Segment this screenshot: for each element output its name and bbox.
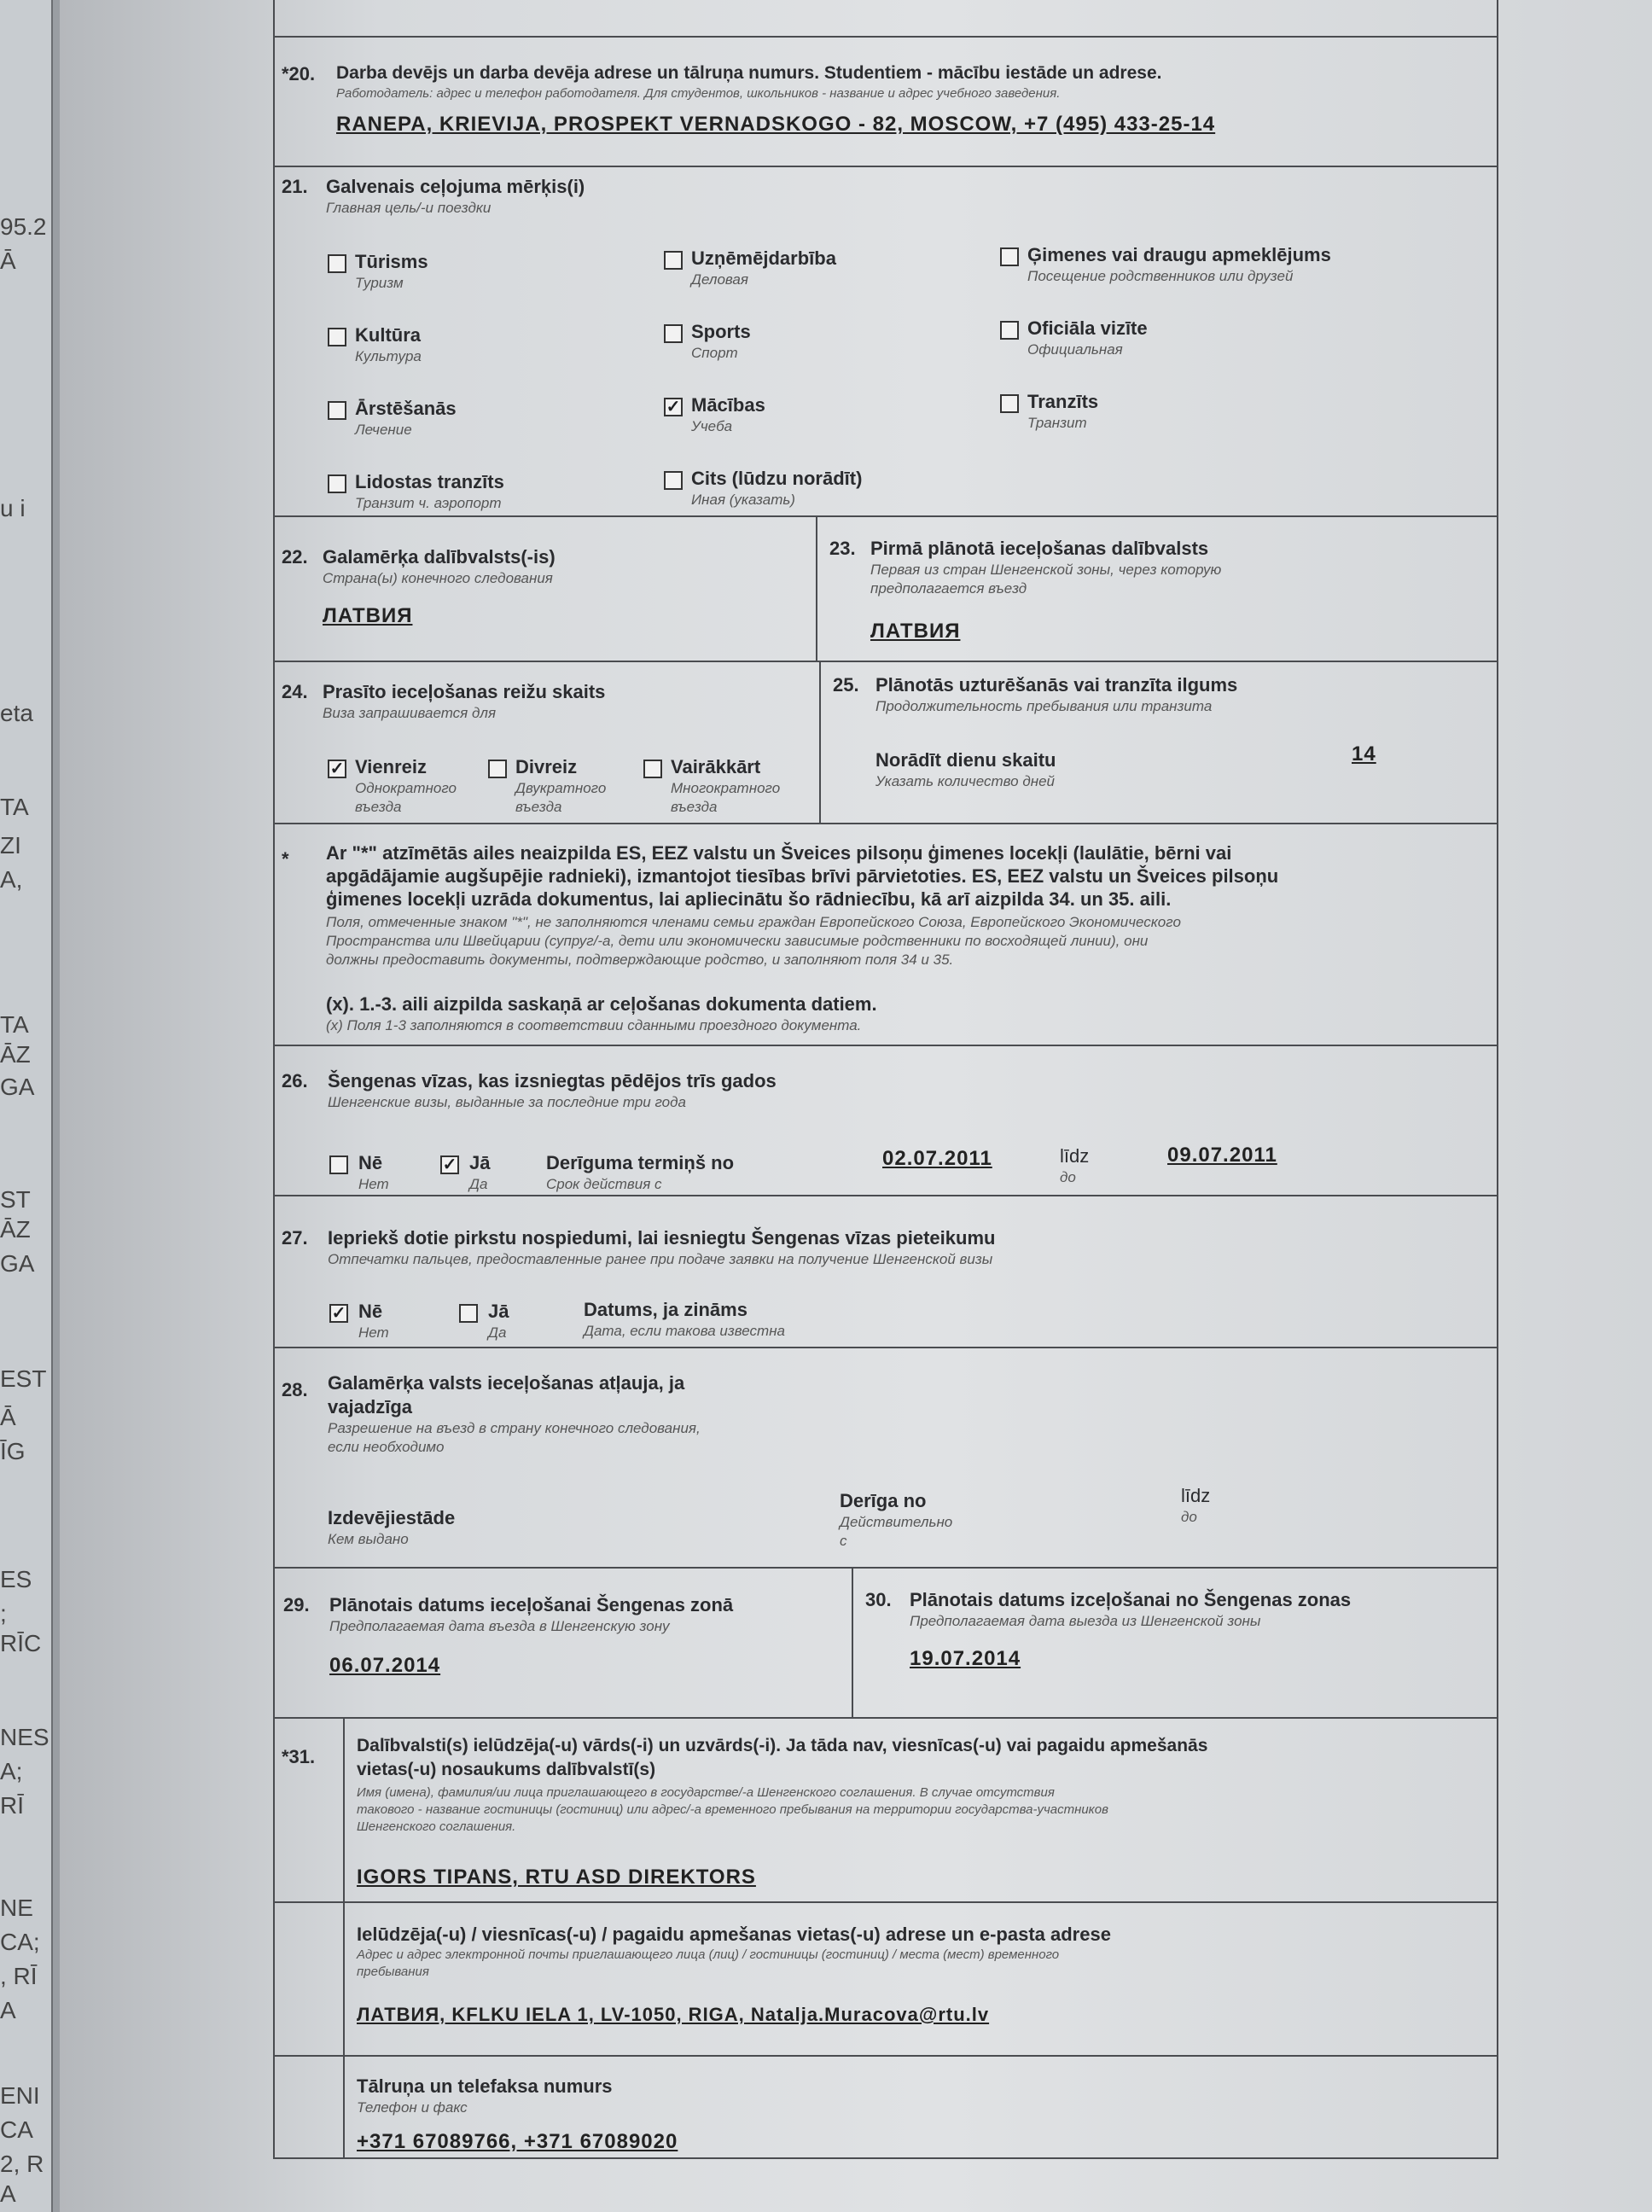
date-known-label: Datums, ja zināms	[584, 1299, 747, 1320]
field-27-number: 27.	[282, 1227, 308, 1249]
days-label-ru: Указать количество дней	[875, 773, 1055, 789]
visa-form	[273, 0, 1498, 2159]
validity-from-value[interactable]: 02.07.2011	[882, 1147, 992, 1170]
yes-label: Jā	[488, 1301, 509, 1322]
field-28-label-2: vajadzīga	[328, 1396, 413, 1417]
underlying-page-letter: GA	[0, 1250, 35, 1277]
field-24-label-ru: Виза запрашивается для	[323, 705, 497, 721]
field-28-label-ru: Разрешение на въезд в страну конечного следования,	[328, 1420, 701, 1436]
underlying-page-letter: 2, R	[0, 2151, 44, 2177]
underlying-page-letter: ĀZ	[0, 1041, 31, 1068]
entry-date-value[interactable]: 06.07.2014	[329, 1654, 441, 1677]
exit-date-value[interactable]: 19.07.2014	[910, 1647, 1021, 1670]
purpose-label-ru: Транзит	[1027, 415, 1087, 431]
yes-label: Jā	[469, 1152, 491, 1173]
underlying-page-letter: Ā	[0, 1404, 16, 1430]
field-22-number: 22.	[282, 546, 308, 568]
first-entry-state-value[interactable]: ЛАТВИЯ	[870, 620, 961, 643]
address-value[interactable]: ЛАТВИЯ, KFLKU IELA 1, LV-1050, RIGA, Natalja.Muracova@rtu.lv	[357, 2004, 990, 2025]
underlying-page-letter: ES	[0, 1566, 32, 1592]
yes-checkbox[interactable]	[459, 1304, 478, 1323]
field-26-number: 26.	[282, 1070, 308, 1091]
note-text	[326, 841, 1486, 911]
divider	[343, 1903, 345, 2055]
underlying-page-letter: TA	[0, 1011, 29, 1038]
field-31-address	[275, 1903, 1497, 2057]
underlying-page-letter: EST	[0, 1365, 47, 1392]
validity-to-value[interactable]: 09.07.2011	[1167, 1144, 1277, 1167]
divider	[852, 1569, 853, 1717]
phone-value[interactable]: +371 67089766, +371 67089020	[357, 2130, 678, 2153]
purpose-label-ru: Туризм	[355, 275, 404, 291]
underlying-page-letter: GA	[0, 1074, 35, 1100]
purpose-label: Uzņēmējdarbība	[691, 247, 836, 269]
address-label-ru-2: пребывания	[357, 1965, 429, 1979]
field-23-label-ru: Первая из стран Шенгенской зоны, через которую	[870, 562, 1222, 578]
validity-label: Derīguma termiņš no	[546, 1152, 735, 1173]
underlying-page-letter: A,	[0, 866, 23, 893]
field-29-label: Plānotais datums ieceļošanai Šengenas zonā	[329, 1594, 734, 1615]
field-27	[275, 1196, 1497, 1348]
note-x-line-ru: (x) Поля 1-3 заполняются в соответствии сданными проездного документа.	[326, 1017, 862, 1033]
divider	[343, 2057, 345, 2157]
until-label: līdz	[1060, 1145, 1090, 1167]
underlying-page-letter: CA	[0, 2116, 33, 2143]
note-line: apgādājamie augšupējie radnieki), izmantojot tiesības brīvi pārvietoties. ES, EEZ valstu un Šveices pilsoņu	[326, 865, 1279, 887]
validity-label-ru: Срок действия с	[546, 1176, 662, 1192]
field-20	[275, 38, 1497, 167]
address-label-ru: Адрес и адрес электронной почты приглашающего лица (лиц) / гостиницы (гостиниц) / места (мест) временного	[357, 1947, 1060, 1962]
underlying-page-letter: ST	[0, 1186, 31, 1213]
purpose-checkbox[interactable]: ✓	[664, 398, 683, 416]
underlying-page-letter: TA	[0, 794, 29, 820]
note-section	[275, 824, 1497, 1046]
field-26-label-ru: Шенгенские визы, выданные за последние три года	[328, 1094, 686, 1110]
days-value[interactable]: 14	[1352, 742, 1376, 765]
field-25-number: 25.	[833, 674, 859, 696]
valid-from-label: Derīga no	[840, 1490, 927, 1511]
employer-value[interactable]: RANEPA, KRIEVIJA, PROSPEKT VERNADSKOGO - 82, MOSCOW, +7 (495) 433-25-14	[336, 113, 1216, 136]
underlying-page-letter: , RĪ	[0, 1963, 38, 1989]
previous-field-tail	[275, 0, 1497, 38]
field-31-label-2: vietas(-u) nosaukums dalībvalstī(s)	[357, 1760, 656, 1779]
underlying-page-letter: CA;	[0, 1929, 40, 1955]
note-x-line: (x). 1.-3. aili aizpilda saskaņā ar ceļošanas dokumenta datiem.	[326, 993, 877, 1015]
yes-label-ru: Да	[488, 1324, 507, 1341]
field-30-label: Plānotais datums izceļošanai no Šengenas zonas	[910, 1589, 1352, 1610]
purpose-checkbox[interactable]	[664, 251, 683, 270]
purpose-checkbox[interactable]	[328, 401, 346, 420]
purpose-checkbox[interactable]	[328, 254, 346, 273]
field-20-label: Darba devējs un darba devēja adrese un tālruņa numurs. Studentiem - mācību iestāde un adrese.	[336, 63, 1162, 83]
field-28	[275, 1348, 1497, 1569]
entries-label-ru-2: въезда	[515, 799, 562, 815]
underlying-page-letter: ZI	[0, 832, 21, 859]
field-23-number: 23.	[829, 538, 856, 559]
underlying-page-letter: u i	[0, 495, 26, 521]
underlying-page-letter: ENI	[0, 2082, 40, 2109]
underlying-page-letter: eta	[0, 700, 33, 726]
entries-label-ru-2: въезда	[355, 799, 402, 815]
field-23-label: Pirmā plānotā ieceļošanas dalībvalsts	[870, 538, 1209, 559]
field-29-number: 29.	[283, 1594, 310, 1615]
underlying-page-letter: A	[0, 1997, 16, 2023]
field-31-label-ru: Имя (имена), фамилия/ии лица приглашающего в государстве/-а Шенгенского соглашения. В случае отсутствия	[357, 1785, 1055, 1800]
fields-29-30	[275, 1569, 1497, 1719]
note-line-ru: Пространства или Швейцарии (супруг/-а, дети или экономически зависимые родственники по восходящей линии), они	[326, 933, 1149, 949]
field-26	[275, 1046, 1497, 1196]
purpose-label-ru: Спорт	[691, 345, 738, 361]
field-31-host	[275, 1719, 1497, 1903]
field-22-label-ru: Страна(ы) конечного следования	[323, 570, 553, 586]
phone-label: Tālruņa un telefaksa numurs	[357, 2075, 613, 2097]
field-24-label: Prasīto ieceļošanas reižu skaits	[323, 681, 606, 702]
field-22-label: Galamērķa dalībvalsts(-is)	[323, 546, 556, 568]
entries-checkbox[interactable]	[488, 760, 507, 778]
field-21-number: 21.	[282, 176, 308, 197]
field-31-phone	[275, 2057, 1497, 2159]
field-28-number: 28.	[282, 1379, 308, 1400]
purpose-label-ru: Посещение родственников или друзей	[1027, 268, 1294, 284]
note-line-ru: должны предоставить документы, подтверждающие родство, и заполняют поля 34 и 35.	[326, 952, 954, 968]
field-21	[275, 167, 1497, 517]
valid-from-label-ru-2: с	[840, 1533, 847, 1549]
purpose-label: Mācības	[691, 394, 765, 416]
purpose-label-ru: Иная (указать)	[691, 492, 795, 508]
purpose-label: Cits (lūdzu norādīt)	[691, 468, 863, 489]
purpose-checkbox[interactable]	[1000, 247, 1019, 266]
field-21-label-ru: Главная цель/-и поездки	[326, 200, 492, 216]
purpose-label: Ģimenes vai draugu apmeklējums	[1027, 244, 1331, 265]
entries-label-ru: Многократного	[671, 780, 781, 796]
purpose-checkbox[interactable]	[664, 471, 683, 490]
destination-state-value[interactable]: ЛАТВИЯ	[323, 604, 413, 627]
underlying-page-edge	[0, 0, 53, 2212]
valid-from-label-ru: Действительно	[840, 1514, 953, 1530]
note-line-ru: Поля, отмеченные знаком "*", не заполняются членами семьи граждан Европейского Союза, Европейского Экономического	[326, 914, 1181, 930]
entries-checkbox[interactable]	[643, 760, 662, 778]
underlying-page-letter: ĪG	[0, 1438, 26, 1464]
underlying-page-letter: ;	[0, 1600, 7, 1627]
divider	[343, 1719, 345, 1901]
phone-label-ru: Телефон и факс	[357, 2099, 468, 2116]
purpose-checkbox[interactable]	[328, 474, 346, 493]
field-30-number: 30.	[865, 1589, 892, 1610]
field-27-label: Iepriekš dotie pirkstu nospiedumi, lai iesniegtu Šengenas vīzas pieteikumu	[328, 1227, 996, 1249]
purpose-label: Ārstēšanās	[355, 398, 457, 419]
fields-24-25	[275, 662, 1497, 824]
entries-label-ru: Однократного	[355, 780, 457, 796]
no-label: Nē	[358, 1152, 383, 1173]
purpose-checkbox[interactable]	[1000, 321, 1019, 340]
field-26-label: Šengenas vīzas, kas izsniegtas pēdējos trīs gados	[328, 1070, 777, 1091]
no-label-ru: Нет	[358, 1176, 389, 1192]
field-27-label-ru: Отпечатки пальцев, предоставленные ранее при подаче заявки на получение Шенгенской визы	[328, 1251, 993, 1267]
underlying-page-letter: A;	[0, 1758, 23, 1784]
field-31-number: *31.	[282, 1746, 316, 1767]
until-label-ru: до	[1181, 1509, 1197, 1525]
purpose-label-ru: Деловая	[691, 271, 748, 288]
purpose-label-ru: Учеба	[691, 418, 733, 434]
no-checkbox[interactable]: ✓	[329, 1304, 348, 1323]
issuer-label: Izdevējiestāde	[328, 1507, 456, 1528]
purpose-label-ru: Транзит ч. аэропорт	[355, 495, 502, 511]
field-29-label-ru: Предполагаемая дата въезда в Шенгенскую зону	[329, 1618, 670, 1634]
purpose-checkbox[interactable]	[328, 328, 346, 346]
field-28-label-ru-2: если необходимо	[328, 1439, 445, 1455]
note-star: *	[282, 848, 289, 870]
underlying-page-letter: ĀZ	[0, 1216, 31, 1243]
purpose-label-ru: Лечение	[355, 422, 412, 438]
underlying-page-letter: NES	[0, 1724, 49, 1750]
divider	[819, 662, 821, 823]
field-23-label-ru2: предполагается въезд	[870, 580, 1027, 597]
entries-checkbox[interactable]: ✓	[328, 760, 346, 778]
no-label: Nē	[358, 1301, 383, 1322]
purpose-label: Kultūra	[355, 324, 421, 346]
purpose-label: Sports	[691, 321, 751, 342]
field-31-label: Dalībvalsti(s) ielūdzēja(-u) vārds(-i) un uzvārds(-i). Ja tāda nav, viesnīcas(-u) vai pagaidu apmešanās	[357, 1736, 1208, 1755]
field-31-label-ru-3: Шенгенского соглашения.	[357, 1819, 516, 1834]
purpose-label: Oficiāla vizīte	[1027, 317, 1148, 339]
field-24-number: 24.	[282, 681, 308, 702]
until-label-ru: до	[1060, 1169, 1076, 1185]
field-20-label-ru: Работодатель: адрес и телефон работодателя. Для студентов, школьников - название и адрес учебного заведения.	[336, 86, 1061, 101]
note-line: ģimenes locekļi uzrāda dokumentus, lai apliecinātu šo rādniecību, kā arī aizpilda 34. un 35. aili.	[326, 888, 1172, 910]
date-known-label-ru: Дата, если такова известна	[584, 1323, 785, 1339]
entries-label: Vienreiz	[355, 756, 427, 777]
field-25-label-ru: Продолжительность пребывания или транзита	[875, 698, 1213, 714]
purpose-label-ru: Официальная	[1027, 341, 1123, 358]
underlying-page-letter: RĪC	[0, 1630, 42, 1656]
underlying-page-letter: RĪ	[0, 1792, 24, 1819]
underlying-page-letter: Ā	[0, 247, 16, 274]
field-30-label-ru: Предполагаемая дата выезда из Шенгенской зоны	[910, 1613, 1261, 1629]
no-checkbox[interactable]	[329, 1155, 348, 1174]
underlying-page-letter: A	[0, 2180, 16, 2207]
entries-label: Vairākkārt	[671, 756, 761, 777]
purpose-checkbox[interactable]	[1000, 394, 1019, 413]
purpose-checkbox[interactable]	[664, 324, 683, 343]
field-28-label: Galamērķa valsts ieceļošanas atļauja, ja	[328, 1372, 685, 1394]
entries-label: Divreiz	[515, 756, 578, 777]
note-text-ru	[326, 913, 1486, 969]
underlying-page-letter: 95.2	[0, 213, 47, 240]
field-21-label: Galvenais ceļojuma mērķis(i)	[326, 176, 585, 197]
fields-22-23	[275, 517, 1497, 662]
divider	[816, 517, 817, 661]
field-25-label: Plānotās uzturēšanās vai tranzīta ilgums	[875, 674, 1238, 696]
yes-label-ru: Да	[469, 1176, 488, 1192]
yes-checkbox[interactable]: ✓	[440, 1155, 459, 1174]
purpose-label: Tūrisms	[355, 251, 428, 272]
purpose-label: Tranzīts	[1027, 391, 1099, 412]
until-label: līdz	[1181, 1485, 1211, 1506]
field-31-label-ru-2: такового - название гостиницы (гостиниц) или адрес/-а временного пребывания на территории государства-участников	[357, 1802, 1108, 1817]
underlying-page-letter: NE	[0, 1895, 33, 1921]
purpose-label: Lidostas tranzīts	[355, 471, 504, 492]
entries-label-ru-2: въезда	[671, 799, 718, 815]
purpose-label-ru: Культура	[355, 348, 422, 364]
days-label: Norādīt dienu skaitu	[875, 749, 1056, 771]
no-label-ru: Нет	[358, 1324, 389, 1341]
field-20-number: *20.	[282, 63, 316, 84]
form-page	[60, 0, 1652, 2212]
host-name-value[interactable]: IGORS TIPANS, RTU ASD DIREKTORS	[357, 1866, 756, 1889]
address-label: Ielūdzēja(-u) / viesnīcas(-u) / pagaidu apmešanas vietas(-u) adrese un e-pasta adrese	[357, 1924, 1111, 1945]
note-line: Ar "*" atzīmētās ailes neaizpilda ES, EEZ valstu un Šveices pilsoņu ģimenes locekļi (laulātie, bērni vai	[326, 842, 1232, 864]
issuer-label-ru: Кем выдано	[328, 1531, 409, 1547]
entries-label-ru: Двукратного	[515, 780, 607, 796]
